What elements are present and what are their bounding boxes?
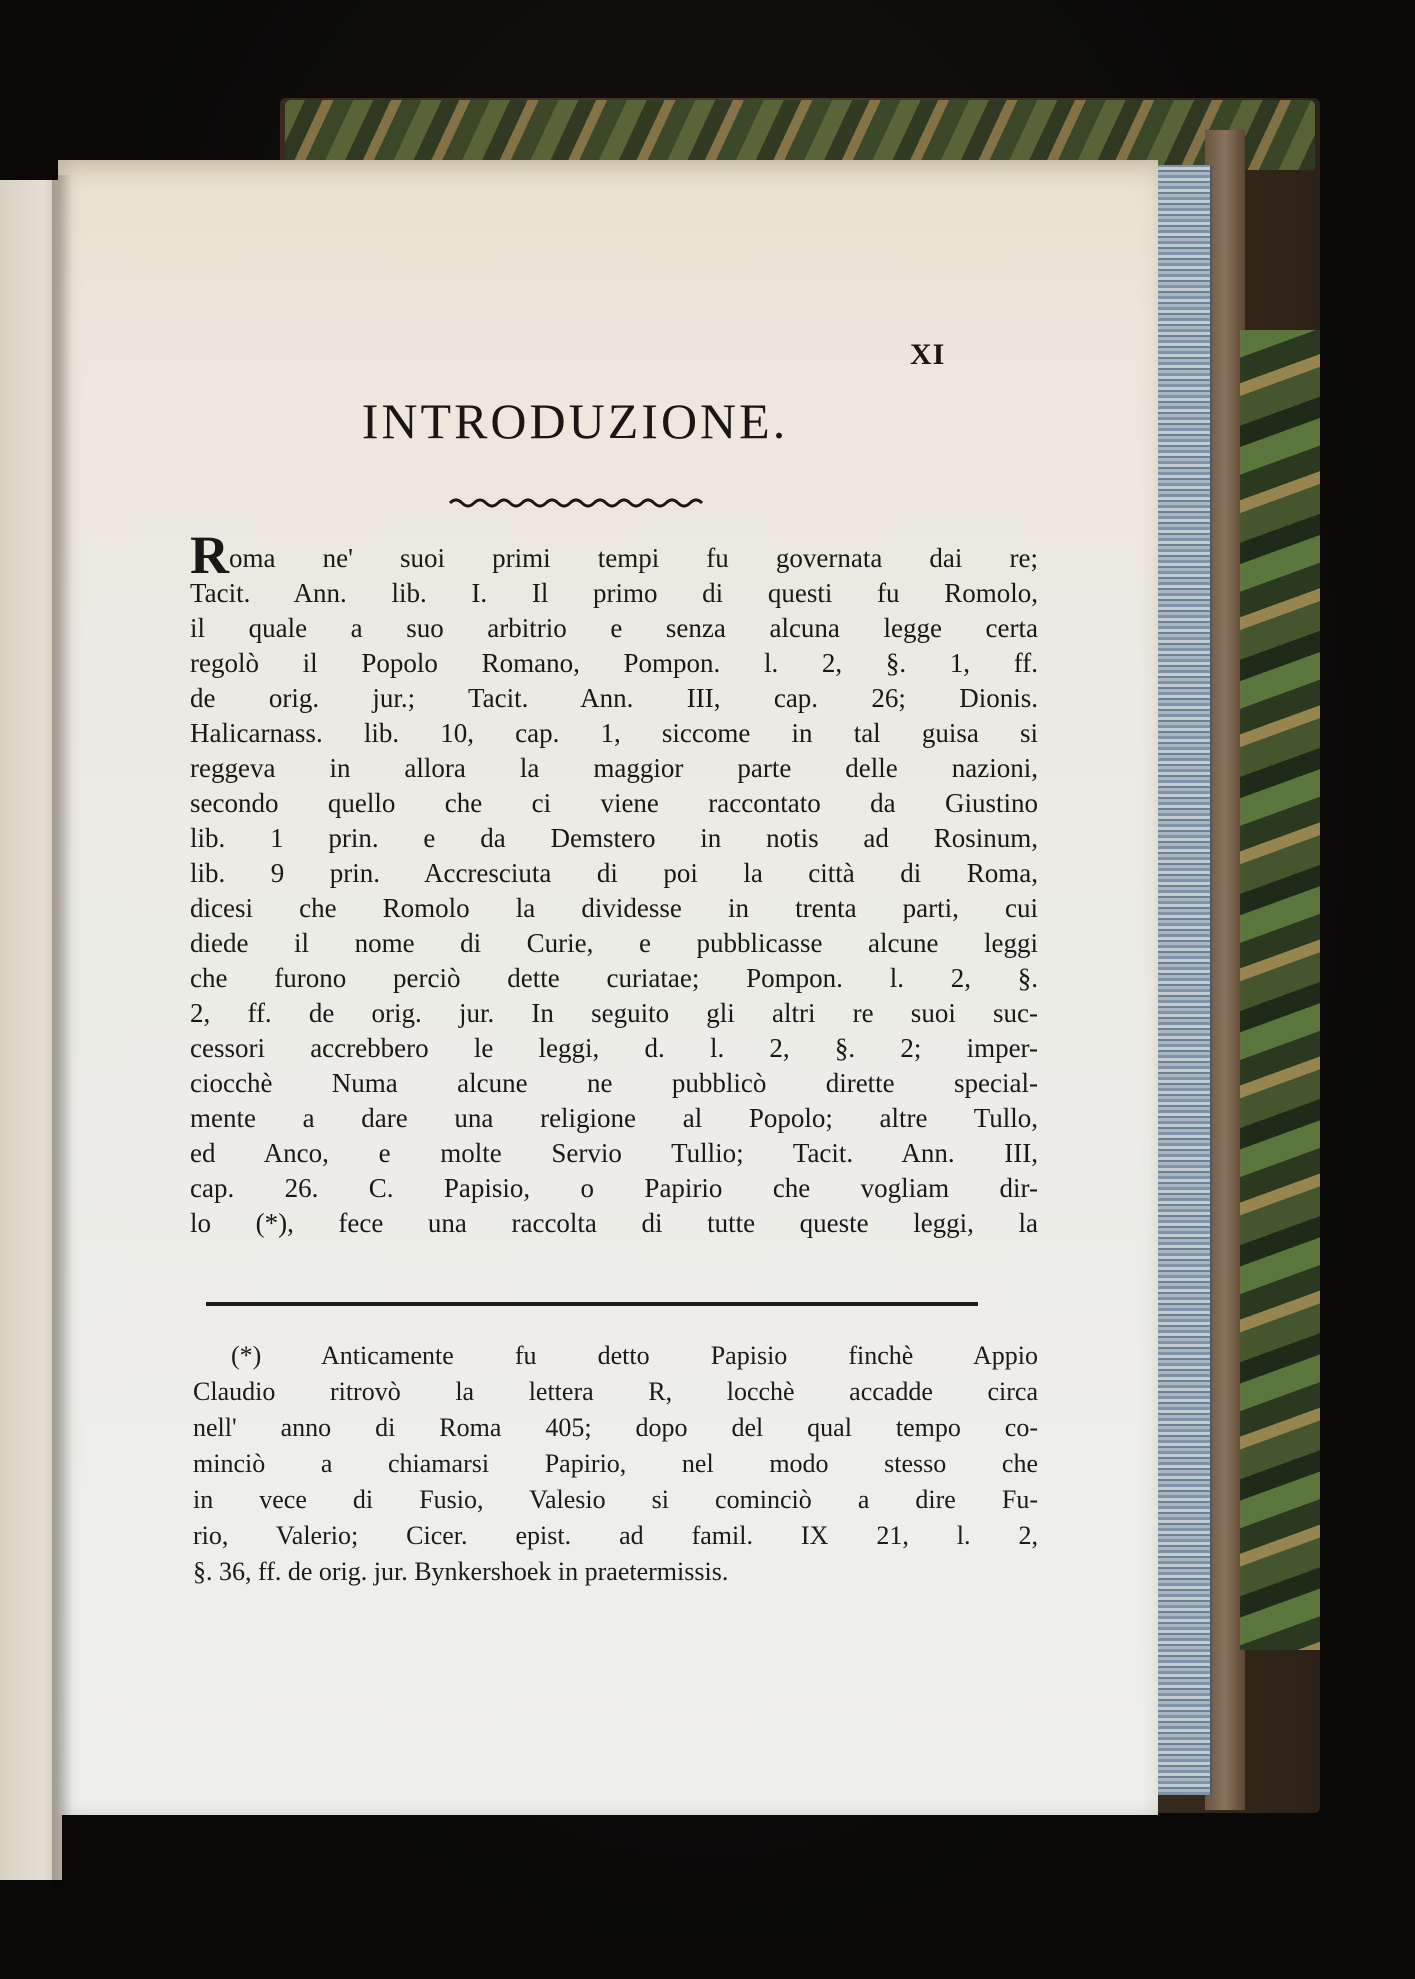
marbled-cover-right — [1240, 330, 1320, 1650]
footnote — [193, 1338, 1038, 1590]
body-line-8: secondo quello che ci viene raccontato da Giustino — [190, 788, 1038, 818]
footnote-line-5: in vece di Fusio, Valesio si cominciò a dire Fu- — [193, 1485, 1038, 1514]
title-ornament-rule — [448, 496, 710, 510]
drop-cap: R — [190, 525, 229, 585]
footnote-line-1: (*) Anticamente fu detto Papisio finchè Appio — [231, 1341, 1038, 1370]
footnote-line-4: minciò a chiamarsi Papirio, nel modo stesso che — [193, 1449, 1038, 1478]
body-line-7: reggeva in allora la maggior parte delle nazioni, — [190, 753, 1038, 783]
body-line-14: 2, ff. de orig. jur. In seguito gli altri re suoi suc- — [190, 998, 1038, 1028]
body-line-13: che furono perciò dette curiatae; Pompon. l. 2, §. — [190, 963, 1038, 993]
body-line-2: Tacit. Ann. lib. I. Il primo di questi fu Romolo, — [190, 578, 1038, 608]
body-line-6: Halicarnass. lib. 10, cap. 1, siccome in tal guisa si — [190, 718, 1038, 748]
page-title: INTRODUZIONE. — [361, 393, 789, 449]
footnote-line-2: Claudio ritrovò la lettera R, locchè accadde circa — [193, 1377, 1038, 1406]
body-line-9: lib. 1 prin. e da Demstero in notis ad Rosinum, — [190, 823, 1038, 853]
body-line-5: de orig. jur.; Tacit. Ann. III, cap. 26; Dionis. — [190, 683, 1038, 713]
body-line-10: lib. 9 prin. Accresciuta di poi la città di Roma, — [190, 858, 1038, 888]
body-line-11: dicesi che Romolo la dividesse in trenta parti, cui — [190, 893, 1038, 923]
body-line-16: ciocchè Numa alcune ne pubblicò dirette special- — [190, 1068, 1038, 1098]
body-line-20: lo (*), fece una raccolta di tutte queste leggi, la — [190, 1208, 1038, 1238]
body-line-17: mente a dare una religione al Popolo; altre Tullo, — [190, 1103, 1038, 1133]
body-line-1 — [190, 525, 1038, 585]
footnote-line-7: §. 36, ff. de orig. jur. Bynkershoek in praetermissis. — [193, 1557, 729, 1586]
body-line-4: regolò il Popolo Romano, Pompon. l. 2, §. 1, ff. — [190, 648, 1038, 678]
page-number: XI — [910, 338, 946, 371]
body-text — [190, 525, 1038, 1241]
body-line-19: cap. 26. C. Papisio, o Papirio che vogliam dir- — [190, 1173, 1038, 1203]
body-line-18: ed Anco, e molte Servio Tullio; Tacit. Ann. III, — [190, 1138, 1038, 1168]
body-line-15: cessori accrebbero le leggi, d. l. 2, §. 2; imper- — [190, 1033, 1038, 1063]
body-line-1-text: oma ne' suoi primi tempi fu governata dai re; — [229, 543, 1038, 573]
body-line-12: diede il nome di Curie, e pubblicasse alcune leggi — [190, 928, 1038, 958]
book-page — [58, 160, 1158, 1815]
footnote-line-3: nell' anno di Roma 405; dopo del qual tempo co- — [193, 1413, 1038, 1442]
footnote-line-6: rio, Valerio; Cicer. epist. ad famil. IX 21, l. 2, — [193, 1521, 1038, 1550]
gutter-shadow — [52, 175, 72, 1885]
page-block-edges — [1150, 165, 1212, 1795]
body-line-3: il quale a suo arbitrio e senza alcuna legge certa — [190, 613, 1038, 643]
footnote-separator — [206, 1302, 978, 1306]
